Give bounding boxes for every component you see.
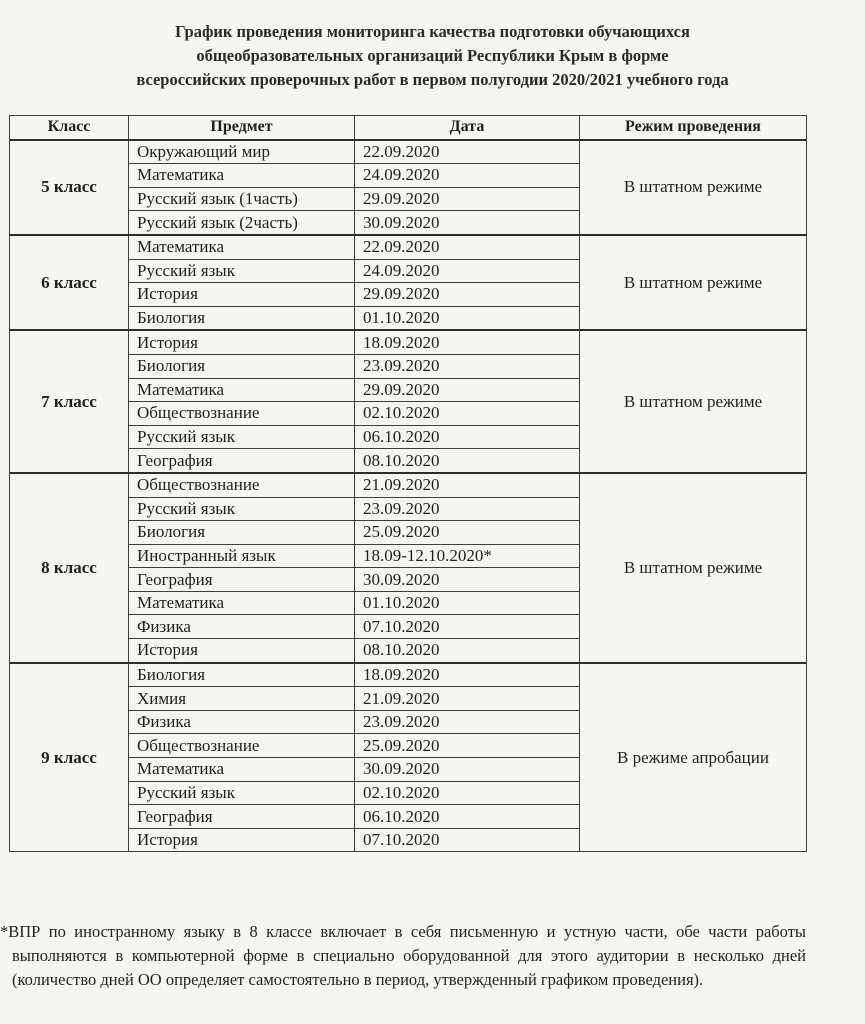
date-cell: 25.09.2020 (355, 521, 580, 545)
date-cell: 23.09.2020 (355, 354, 580, 378)
subject-cell: Русский язык (129, 497, 355, 521)
date-cell: 29.09.2020 (355, 378, 580, 402)
subject-cell: Обществознание (129, 473, 355, 497)
subject-cell: История (129, 330, 355, 354)
date-cell: 29.09.2020 (355, 187, 580, 211)
table-row (10, 140, 807, 164)
date-cell: 22.09.2020 (355, 140, 580, 164)
title-line-3: всероссийских проверочных работ в первом полугодии 2020/2021 учебного года (136, 70, 729, 89)
subject-cell: География (129, 805, 355, 829)
subject-cell: Окружающий мир (129, 140, 355, 164)
date-cell: 01.10.2020 (355, 306, 580, 330)
date-cell: 18.09.2020 (355, 663, 580, 687)
table-header-row (10, 116, 807, 140)
date-cell: 06.10.2020 (355, 805, 580, 829)
title-line-2: общеобразовательных организаций Республики Крым в форме (196, 46, 669, 65)
mode-cell: В штатном режиме (580, 330, 807, 473)
table-row (10, 473, 807, 497)
date-cell: 01.10.2020 (355, 591, 580, 615)
date-cell: 30.09.2020 (355, 568, 580, 592)
subject-cell: Иностранный язык (129, 544, 355, 568)
mode-cell: В штатном режиме (580, 473, 807, 663)
schedule-table (9, 115, 807, 852)
date-cell: 07.10.2020 (355, 828, 580, 852)
footnote (0, 920, 806, 992)
subject-cell: Биология (129, 663, 355, 687)
subject-cell: История (129, 828, 355, 852)
date-cell: 29.09.2020 (355, 283, 580, 307)
date-cell: 23.09.2020 (355, 710, 580, 734)
date-cell: 08.10.2020 (355, 639, 580, 663)
subject-cell: Обществознание (129, 402, 355, 426)
class-cell: 8 класс (10, 473, 129, 663)
subject-cell: Обществознание (129, 734, 355, 758)
subject-cell: Русский язык (1часть) (129, 187, 355, 211)
subject-cell: Математика (129, 591, 355, 615)
subject-cell: Математика (129, 758, 355, 782)
mode-cell: В режиме апробации (580, 663, 807, 852)
class-cell: 9 класс (10, 663, 129, 852)
date-cell: 24.09.2020 (355, 164, 580, 188)
mode-cell: В штатном режиме (580, 235, 807, 330)
date-cell: 08.10.2020 (355, 449, 580, 473)
header-date: Дата (355, 116, 580, 140)
class-cell: 6 класс (10, 235, 129, 330)
subject-cell: История (129, 283, 355, 307)
table-row (10, 330, 807, 354)
subject-cell: Математика (129, 235, 355, 259)
subject-cell: История (129, 639, 355, 663)
date-cell: 02.10.2020 (355, 781, 580, 805)
header-class: Класс (10, 116, 129, 140)
mode-cell: В штатном режиме (580, 140, 807, 235)
footnote-text: *ВПР по иностранному языку в 8 классе включает в себя письменную и устную части, обе части работы выполняются в компьютерной форме в специально оборудованной для этого аудитории в несколько дней (количество дней ОО определяет самостоятельно в период, утвержденный графиком проведения). (0, 922, 806, 989)
subject-cell: Физика (129, 710, 355, 734)
date-cell: 30.09.2020 (355, 758, 580, 782)
date-cell: 21.09.2020 (355, 687, 580, 711)
subject-cell: Русский язык (129, 425, 355, 449)
subject-cell: Русский язык (129, 259, 355, 283)
title-line-1: График проведения мониторинга качества подготовки обучающихся (175, 22, 690, 41)
subject-cell: Химия (129, 687, 355, 711)
table-row (10, 663, 807, 687)
date-cell: 06.10.2020 (355, 425, 580, 449)
subject-cell: Биология (129, 354, 355, 378)
subject-cell: География (129, 449, 355, 473)
subject-cell: Русский язык (129, 781, 355, 805)
class-cell: 7 класс (10, 330, 129, 473)
subject-cell: Биология (129, 521, 355, 545)
subject-cell: География (129, 568, 355, 592)
date-cell: 18.09.2020 (355, 330, 580, 354)
date-cell: 07.10.2020 (355, 615, 580, 639)
subject-cell: Математика (129, 378, 355, 402)
date-cell: 21.09.2020 (355, 473, 580, 497)
header-subject: Предмет (129, 116, 355, 140)
subject-cell: Биология (129, 306, 355, 330)
subject-cell: Математика (129, 164, 355, 188)
date-cell: 23.09.2020 (355, 497, 580, 521)
date-cell: 02.10.2020 (355, 402, 580, 426)
header-mode: Режим проведения (580, 116, 807, 140)
date-cell: 22.09.2020 (355, 235, 580, 259)
date-cell: 24.09.2020 (355, 259, 580, 283)
table-row (10, 235, 807, 259)
subject-cell: Русский язык (2часть) (129, 211, 355, 235)
subject-cell: Физика (129, 615, 355, 639)
date-cell: 25.09.2020 (355, 734, 580, 758)
class-cell: 5 класс (10, 140, 129, 235)
document-title (0, 20, 865, 92)
date-cell: 18.09-12.10.2020* (355, 544, 580, 568)
date-cell: 30.09.2020 (355, 211, 580, 235)
